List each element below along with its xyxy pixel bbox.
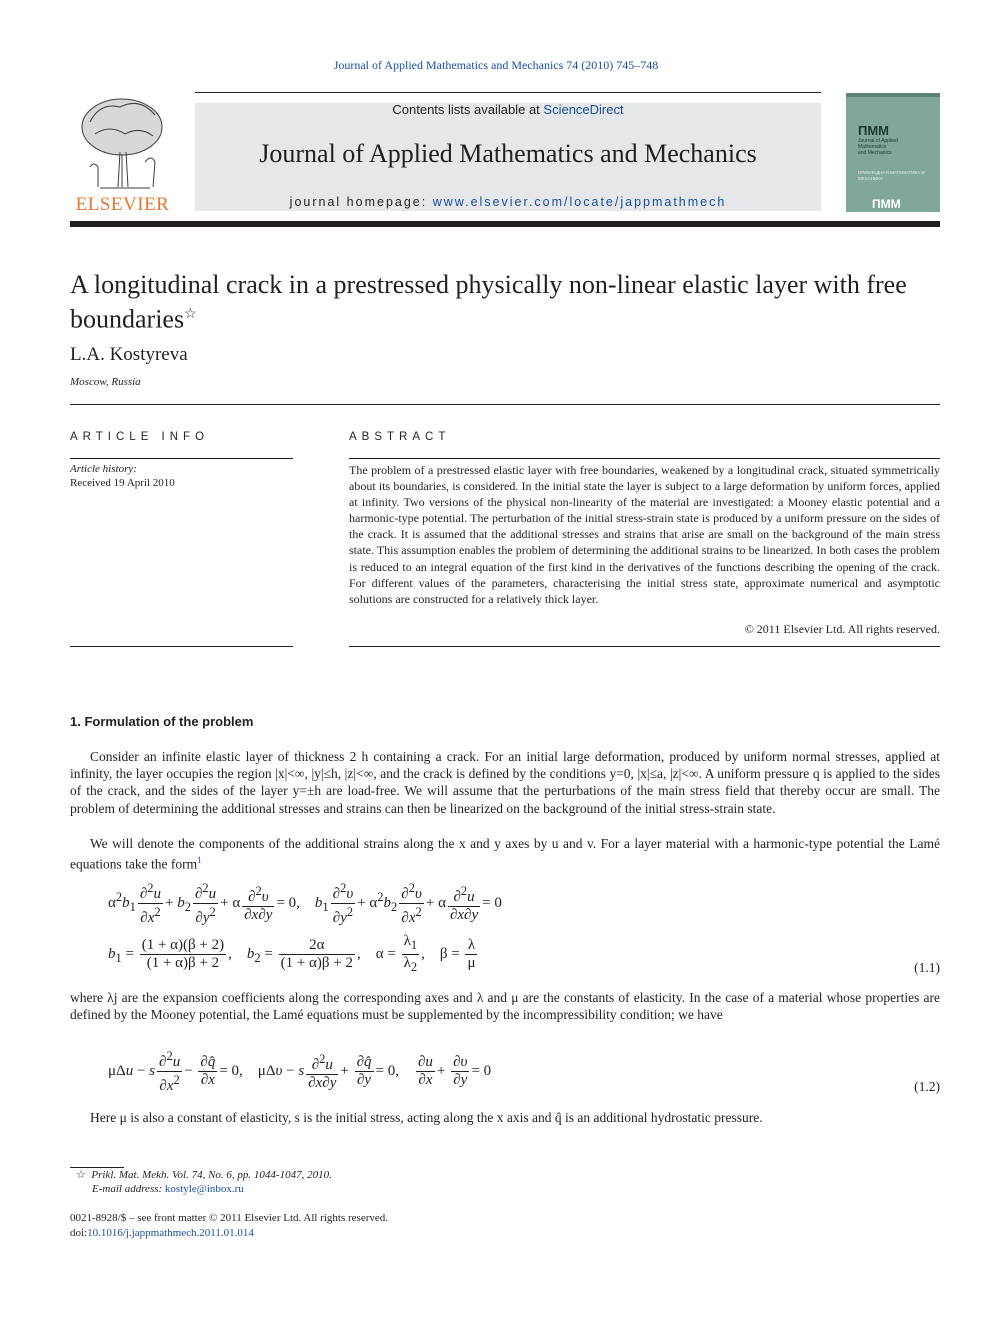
body-paragraph: We will denote the components of the additional strains along the x and y axes by u and v. For a layer material with a harmonic-type potential the Lamé equations take the form$^1$: [70, 836, 940, 872]
header-rule: [70, 221, 940, 227]
footnote-ref[interactable]: 1: [197, 855, 202, 866]
abstract-heading: ABSTRACT: [349, 431, 451, 443]
abstract-copyright: © 2011 Elsevier Ltd. All rights reserved.: [744, 622, 940, 636]
cover-text-block: [858, 123, 930, 193]
doi-link[interactable]: 10.1016/j.jappmathmech.2011.01.014: [87, 1227, 254, 1239]
cover-abbrev: ПММ: [858, 123, 890, 138]
contents-available-line: Contents lists available at ScienceDirect: [392, 102, 624, 117]
footnote-email: E-mail address: kostyle@inbox.ru: [92, 1183, 244, 1195]
journal-citation[interactable]: Journal of Applied Mathematics and Mechanics 74 (2010) 745–748: [333, 58, 659, 72]
body-paragraph: Here μ is also a constant of elasticity, s is the initial stress, acting along the x axis and q̂ is an additional hydrostatic pressure.: [90, 1110, 763, 1125]
journal-cover-thumbnail: [846, 93, 940, 212]
cover-line: and Mechanics: [858, 150, 892, 156]
masthead-top-rule: [195, 92, 821, 93]
section-title: 1. Formulation of the problem: [70, 714, 254, 729]
divider: [349, 458, 940, 459]
divider: [70, 404, 940, 405]
divider: [70, 458, 293, 459]
cover-subtitle: ПРИКЛАДНАЯ МАТЕМАТИКА И МЕХАНИКА: [858, 170, 925, 181]
equation-1-1-line1: $\alpha^2b_1$ $\frac{\partial^2u}{\partial x^2}$ + $b_2$ $\frac{\partial^2u}{\partial y^2}$ + α $\frac{\partial^2\upsilon}{\partial x\partial y}$ = 0, $b_1$ $\frac{\partial^2\upsilon}{\partial y^2}$ + $\alpha^2b_2$ $\frac{\partial^2\upsilon}{\partial x^2}$ + α $\frac{\partial^2u}{\partial x\partial y}$ = 0: [108, 881, 502, 926]
title-footnote-star[interactable]: ☆: [184, 307, 197, 322]
cover-badge: ПММ: [872, 197, 901, 211]
elsevier-tree-icon: [70, 92, 175, 192]
issn-line: 0021-8928/$ – see front matter © 2011 Elsevier Ltd. All rights reserved.: [70, 1212, 389, 1224]
footnote-star: ☆: [76, 1169, 86, 1181]
journal-homepage: journal homepage: www.elsevier.com/locate/jappmathmech: [289, 195, 727, 209]
article-history-label: Article history:: [70, 463, 137, 475]
cover-line: Journal of Applied: [858, 138, 898, 144]
doi-line: doi:10.1016/j.jappmathmech.2011.01.014: [70, 1227, 254, 1239]
article-title: A longitudinal crack in a prestressed physically non-linear elastic layer with free boundaries☆: [70, 270, 907, 334]
body-paragraph: Consider an infinite elastic layer of thickness 2 h containing a crack. For an initial large deformation, produced by uniform normal stresses, applied at infinity, the layer occupies the region |x|<∞, |y|≤h, |z|<∞, and the crack is defined by the conditions y=0, |x|≤a, |z|<∞. A uniform pressure q is applied to the sides of the crack, and the sides of the layer y=±h are load-free. We will assume that the perturbations of the main stress field that thereby occur are small. The problem of determining the additional stresses and strains can then be linearized on the background of the initial stress-strain state.: [70, 749, 940, 816]
equation-1-1-line2: $b_1$ = $\frac{(1 + \alpha)(\beta + 2)}{(1 + \alpha)\beta + 2}$ , $b_2$ = $\frac{2\alpha}{(1 + \alpha)\beta + 2}$ , α = $\frac{\lambda_1}{\lambda_2}$ , β = $\frac{\lambda}{\mu}$: [108, 933, 476, 974]
journal-title: Journal of Applied Mathematics and Mechanics: [259, 139, 757, 168]
cover-line: Mathematics: [858, 144, 887, 150]
sciencedirect-link[interactable]: ScienceDirect: [543, 102, 624, 117]
article-info-heading: ARTICLE INFO: [70, 431, 210, 443]
equation-number: (1.2): [914, 1079, 940, 1094]
elsevier-wordmark: ELSEVIER: [75, 194, 170, 215]
equation-1-2: μΔu − s $\frac{\partial^2u}{\partial x^2}$ − $\frac{\partial q̂}{\partial x}$ = 0, μΔυ − s $\frac{\partial^2u}{\partial x\partial y}$ + $\frac{\partial q̂}{\partial y}$ = 0, $\frac{\partial u}{\partial x}$ + $\frac{\partial\upsilon}{\partial y}$ = 0: [108, 1049, 492, 1094]
homepage-link[interactable]: www.elsevier.com/locate/jappmathmech: [432, 195, 727, 209]
author-name: L.A. Kostyreva: [70, 344, 188, 365]
footnote-source: ☆ Prikl. Mat. Mekh. Vol. 74, No. 6, pp. 1044-1047, 2010.: [76, 1169, 332, 1181]
equation-number: (1.1): [914, 960, 940, 975]
email-link[interactable]: kostyle@inbox.ru: [164, 1183, 244, 1195]
abstract-text: The problem of a prestressed elastic layer with free boundaries, weakened by a longitudinal crack, situated symmetrically about its boundaries, is considered. In the initial state the layer is subject to a large deformation by uniform forces, applied at infinity. Two versions of the physical non-linearity of the material are investigated: a Mooney elastic potential and a harmonic-type potential. The perturbation of the initial stress-strain state is produced by a uniform pressure on the sides of the crack. It is assumed that the additional stresses and strains that arise are small on the background of the main stress state. This assumption enables the problem of determining the additional strains to be linearized. In both cases the problem is reduced to an integral equation of the first kind in the derivatives of the functions describing the opening of the crack. For different values of the parameters, characterising the initial stress state, approximate numerical and asymptotic solutions are constructed for a relatively thick layer.: [349, 463, 940, 606]
received-date: Received 19 April 2010: [70, 477, 175, 489]
body-paragraph: where λj are the expansion coefficients along the corresponding axes and λ and μ are the constants of elasticity. In the case of a material whose properties are defined by the Mooney potential, the Lamé equations must be supplemented by the incompressibility condition; we have: [70, 990, 940, 1023]
divider: [70, 646, 293, 647]
author-affiliation: Moscow, Russia: [70, 376, 141, 388]
divider: [349, 646, 940, 647]
